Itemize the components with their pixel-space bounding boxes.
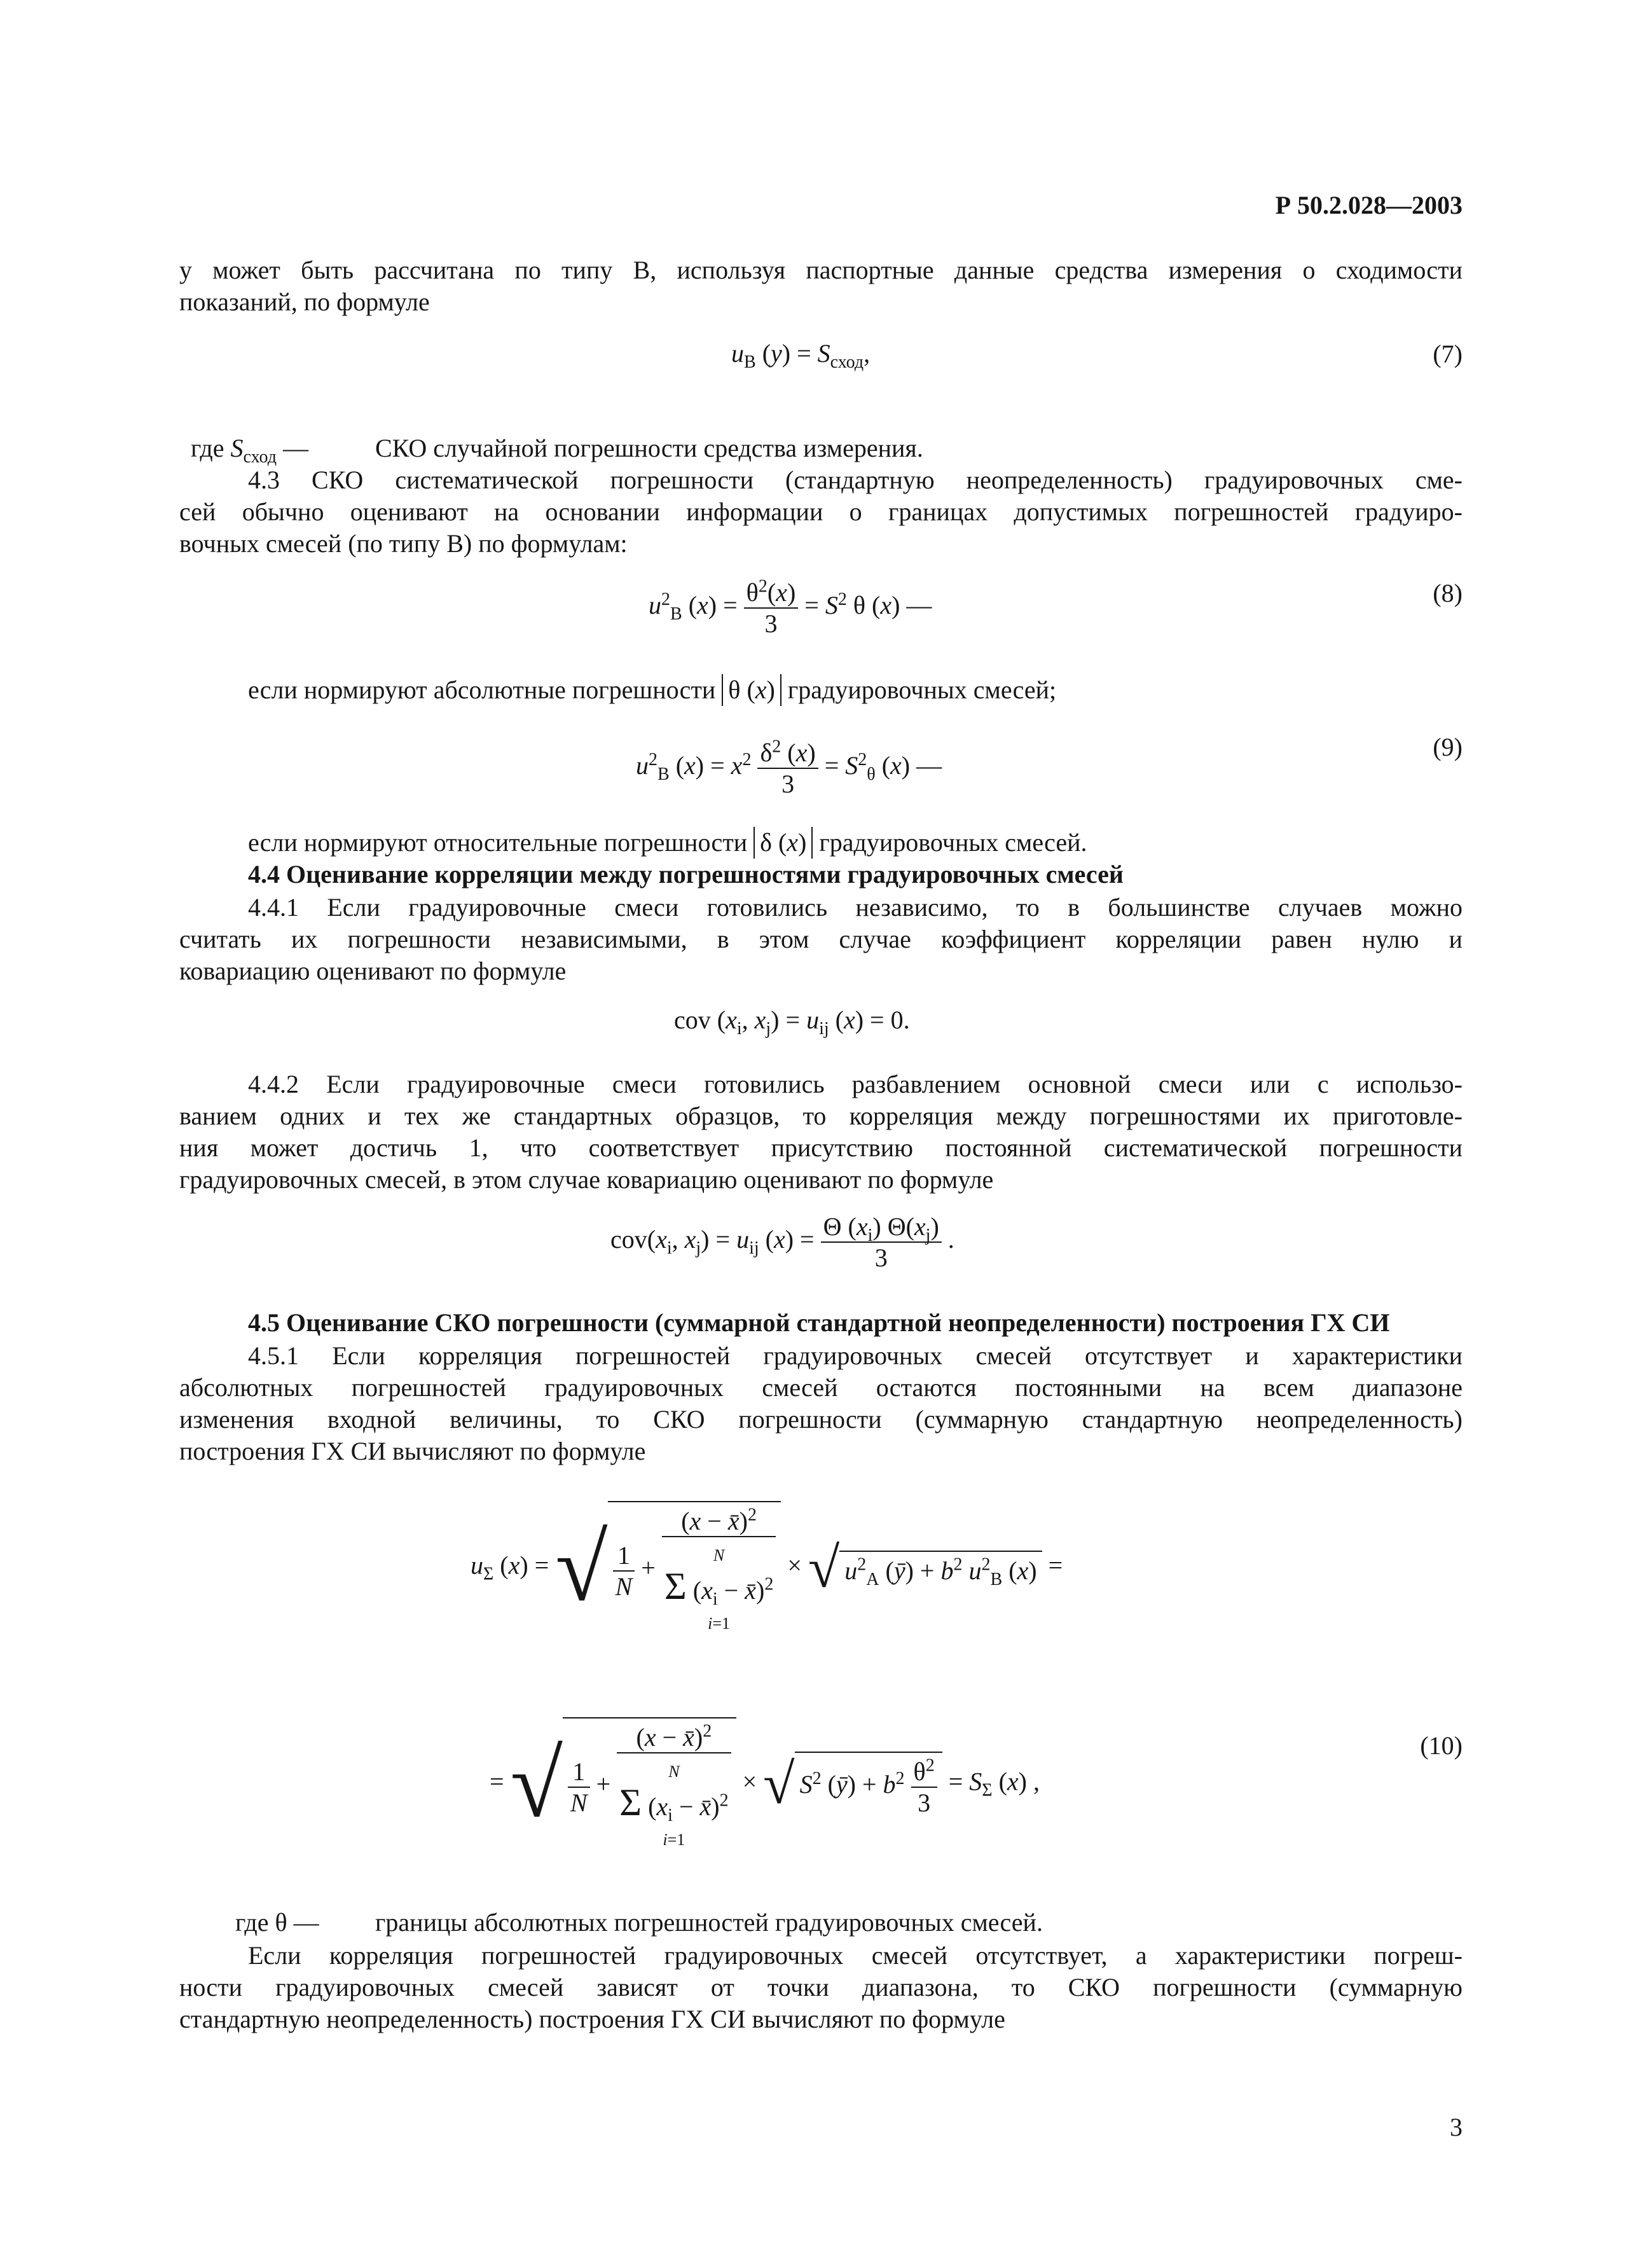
equation-number: (9) (1433, 733, 1462, 761)
paragraph-line: ности градуировочных смесей зависят от точки диапазона, то СКО погрешности (суммарную (179, 1973, 1462, 2002)
paragraph-line: показаний, по формуле (179, 287, 430, 316)
where-label: где $S_{сход}$ — (191, 434, 308, 467)
page-number: 3 (1450, 2113, 1462, 2141)
paragraph-line: стандартную неопределенность) построения ГХ СИ вычисляют по формуле (179, 2005, 1005, 2033)
section-heading: 4.5 Оценивание СКО погрешности (суммарной стандартной неопределенности) построения ГХ СИ (248, 1308, 1390, 1337)
paragraph-line: построения ГХ СИ вычисляют по формуле (179, 1437, 646, 1465)
equation-number: (10) (1420, 1731, 1462, 1760)
paragraph-line: 4.4.2 Если градуировочные смеси готовились разбавлением основной смеси или с использо- (248, 1070, 1462, 1098)
where-text: границы абсолютных погрешностей градуировочных смесей. (375, 1908, 1043, 1937)
section-heading: 4.4 Оценивание корреляции между погрешностями градуировочных смесей (248, 860, 1124, 889)
paragraph-line: у может быть рассчитана по типу В, используя паспортные данные средства измерения о сходимости (179, 256, 1462, 284)
paragraph-line: считать их погрешности независимыми, в этом случае коэффициент корреляции равен нулю и (179, 925, 1462, 953)
paragraph-line: Если корреляция погрешностей градуировочных смесей отсутствует, а характеристики погреш- (248, 1941, 1462, 1970)
paragraph-line: ковариацию оценивают по формуле (179, 957, 567, 985)
paragraph-line: ния может достичь 1, что соответствует присутствию постоянной систематической погрешности (179, 1133, 1462, 1162)
paragraph-line: абсолютных погрешностей градуировочных смесей остаются постоянными на всем диапазоне (179, 1373, 1462, 1402)
covariance-equation-correlated: $cov(x_i$, $x_j) = u_{ij}$ (x) = $\frac{\Theta (x_i) \Theta(x_j)}{3}$ . (610, 1212, 954, 1272)
covariance-equation-independent: cov ($x_i$, $x_j) = u_{ij}$ (x) = 0. (674, 1006, 910, 1039)
equation-8: $u^2_В$ (x) = $\frac{\theta^2(x)}{3}$ = $S^2$ θ (x) — (649, 576, 932, 638)
document-code: Р 50.2.028—2003 (1275, 191, 1462, 219)
where-text: СКО случайной погрешности средства измерения. (375, 434, 923, 462)
condition-line: если нормируют абсолютные погрешности θ (x) градуировочных смесей; (248, 674, 1056, 706)
equation-10-part1: $u_\Sigma$ (x) = √ $\frac{1}{N}$ + (x − x̄)$^2$ N Σ ($x_i$ − x̄)$^2$ i=1 × √ $u^2_A$ (ȳ) + $b^2$ $u^2_В$ (x) = (471, 1501, 1063, 1635)
where-label: где θ — (235, 1908, 319, 1937)
equation-10-part2: = √ $\frac{1}{N}$ + (x − x̄)$^2$ N Σ ($x_i$ − x̄)$^2$ i=1 × √ $S^2$ (ȳ) + $b^2$ $\frac{\theta^2}{3}$ = $S_\Sigma$ (x) , (490, 1717, 1040, 1851)
equation-number: (8) (1433, 579, 1462, 607)
equation-7: $u_В$ $(y) = S_{сход}$, (731, 339, 871, 372)
equation-9: $u^2_В$ $(x) = x^2$ $\frac{\delta^2 (x)}{3}$ = $S^2_\theta$ (x) — (636, 736, 942, 798)
equation-number: (7) (1433, 340, 1462, 368)
paragraph-line: 4.3 СКО систематической погрешности (стандартную неопределенность) градуировочных сме- (248, 466, 1462, 494)
paragraph-line: сей обычно оценивают на основании информации о границах допустимых погрешностей градуиро- (179, 497, 1462, 526)
paragraph-line: 4.5.1 Если корреляция погрешностей градуировочных смесей отсутствует и характеристики (248, 1341, 1462, 1370)
paragraph-line: ванием одних и тех же стандартных образцов, то корреляция между погрешностями их приготовле- (179, 1102, 1462, 1130)
paragraph-line: градуировочных смесей, в этом случае ковариацию оценивают по формуле (179, 1165, 994, 1194)
paragraph-line: изменения входной величины, то СКО погрешности (суммарную стандартную неопределенность) (179, 1405, 1462, 1434)
condition-line: если нормируют относительные погрешности δ (x) градуировочных смесей. (248, 827, 1087, 859)
paragraph-line: вочных смесей (по типу В) по формулам: (179, 529, 628, 558)
paragraph-line: 4.4.1 Если градуировочные смеси готовились независимо, то в большинстве случаев можно (248, 893, 1462, 922)
